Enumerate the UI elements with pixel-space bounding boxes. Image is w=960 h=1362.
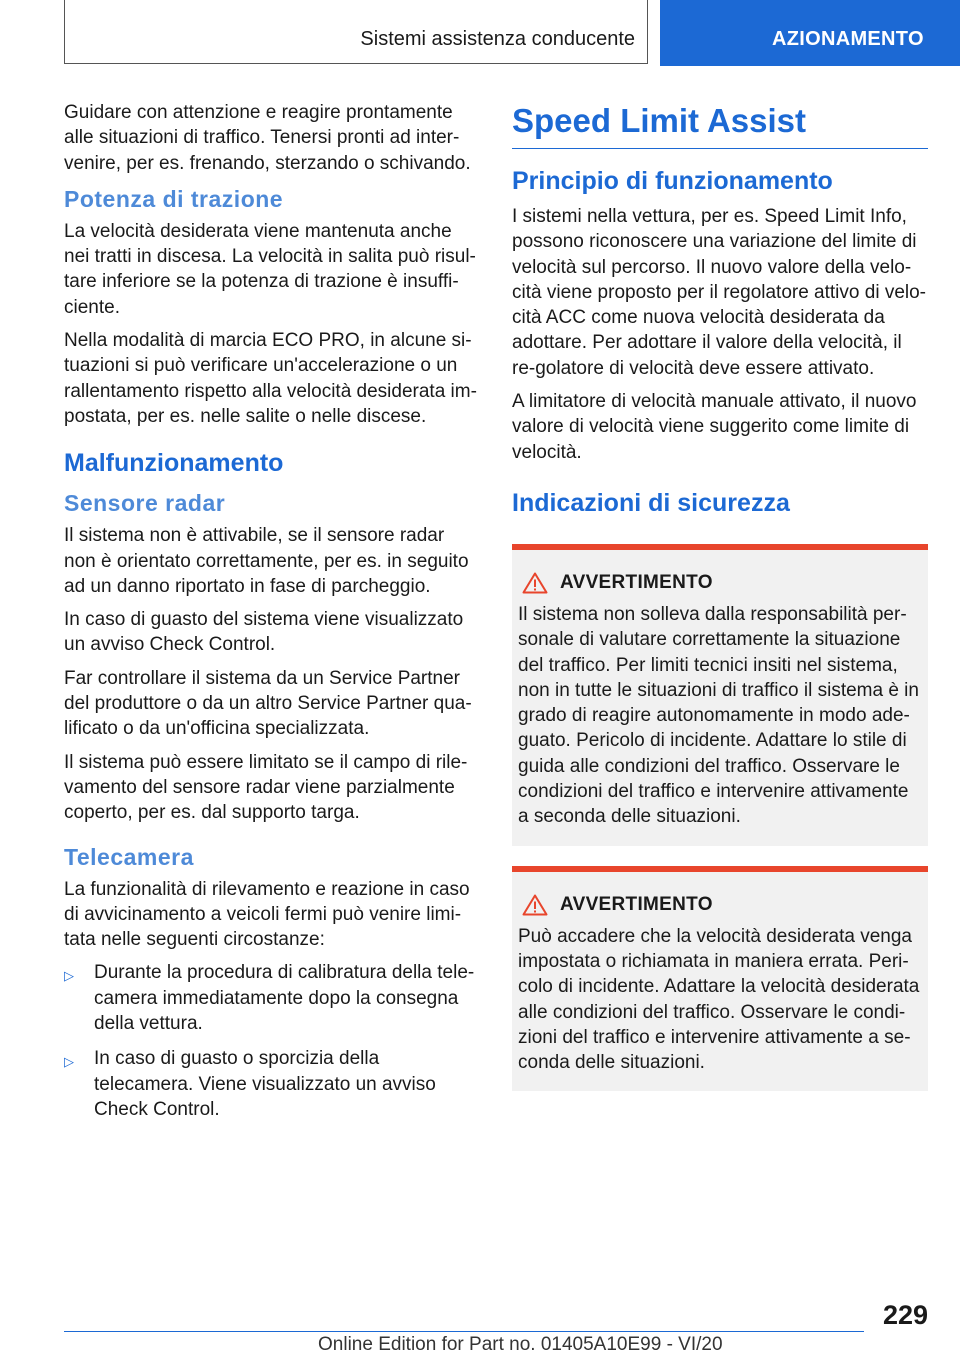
page-number: 229 xyxy=(882,1300,928,1330)
warning-box-1 xyxy=(512,544,928,846)
radar-paragraph-2: In caso di guasto del sistema viene visualizzato un avviso Check Control. xyxy=(64,609,464,656)
warning-text: Il sistema non solleva dalla responsabilità per-sonale di valutare correttamente la situazione del traffico. Per limiti tecnici insiti nel sistema, non in tutte le situazioni di traffico il sistema è in grado di reagire autonomamente in modo ade-guato. Pericolo di incidente. Adattare lo stile di guida alle condizioni del traffico. Osservare le condizioni del traffico e intervenire attivamente a seconda delle situazioni. xyxy=(518,603,919,828)
principio-paragraph-2: A limitatore di velocità manuale attivato, il nuovo valore di velocità viene suggerito come limite di velocità. xyxy=(512,391,917,463)
header-section-title: Sistemi assistenza conducente xyxy=(360,28,635,50)
warning-triangle-icon xyxy=(522,572,548,594)
heading-speed-limit-assist: Speed Limit Assist xyxy=(512,102,928,149)
warning-text: Può accadere che la velocità desiderata venga impostata o richiamata in maniera errata. Peri-colo di incidente. Adattare la velocità desiderata alle condizioni del traffico. Osservare le condi-zioni del traffico e intervenire attivamente a se-conda delle situazioni. xyxy=(518,925,920,1074)
camera-paragraph-1: La funzionalità di rilevamento e reazione in caso di avvicinamento a veicoli fermi può venire limi-tata nelle seguenti circostanze: xyxy=(64,878,470,951)
right-column xyxy=(512,100,928,1109)
bullet-text: Durante la procedura di calibratura della tele-camera immediatamente dopo la consegna della vettura. xyxy=(94,962,475,1035)
warning-triangle-icon xyxy=(522,894,548,916)
header-chapter-label: AZIONAMENTO xyxy=(772,28,924,50)
heading-telecamera: Telecamera xyxy=(64,843,194,870)
radar-paragraph-4: Il sistema può essere limitato se il campo di rile-vamento del sensore radar viene parzialmente coperto, per es. dal supporto targa. xyxy=(64,751,468,824)
header-section-box xyxy=(64,0,648,64)
potenza-paragraph-2: Nella modalità di marcia ECO PRO, in alcune si-tuazioni si può verificare un'accelerazione o un rallentamento rispetto alla velocità desiderata im-postata, per es. nelle salite o nelle discese. xyxy=(64,330,477,427)
warning-header xyxy=(518,572,922,594)
heading-sensore-radar: Sensore radar xyxy=(64,490,226,517)
heading-malfunzionamento: Malfunzionamento xyxy=(64,449,284,478)
triangle-right-icon: ▷ xyxy=(64,968,74,984)
warning-header xyxy=(518,894,922,916)
header-chapter-tab xyxy=(660,0,960,66)
list-item xyxy=(64,960,478,1036)
heading-sicurezza: Indicazioni di sicurezza xyxy=(512,488,790,517)
heading-principio: Principio di funzionamento xyxy=(512,167,833,195)
triangle-right-icon: ▷ xyxy=(64,1054,74,1070)
intro-paragraph: Guidare con attenzione e reagire prontamente alle situazioni di traffico. Tenersi pronti ad inter-venire, per es. frenando, sterzando o schivando. xyxy=(64,102,471,174)
heading-potenza-trazione: Potenza di trazione xyxy=(64,185,284,212)
radar-paragraph-1: Il sistema non è attivabile, se il sensore radar non è orientato correttamente, per es. in seguito ad un danno riportato in fase di parcheggio. xyxy=(64,525,469,597)
potenza-paragraph-1: La velocità desiderata viene mantenuta anche nei tratti in discesa. La velocità in salita può risul-tare inferiore se la potenza di trazione è insuffi-ciente. xyxy=(64,220,476,318)
footer-edition: Online Edition for Part no. 01405A10E99 - VI/20 xyxy=(318,1334,723,1355)
principio-paragraph-1: I sistemi nella vettura, per es. Speed Limit Info, possono riconoscere una variazione del limite di velocità sul percorso. Il nuovo valore della velo-cità viene proposto per il regolatore attivo di velo-cità ACC come nuova velocità desiderata da adottare. Per adottare il valore della velocità, il re-golatore di velocità deve essere attivato. xyxy=(512,206,927,379)
warning-label: AVVERTIMENTO xyxy=(560,893,713,915)
warning-box-2 xyxy=(512,866,928,1092)
left-column xyxy=(64,100,478,1132)
warning-label: AVVERTIMENTO xyxy=(560,571,713,593)
bullet-text: In caso di guasto o sporcizia della telecamera. Viene visualizzato un avviso Check Control. xyxy=(94,1048,436,1120)
radar-paragraph-3: Far controllare il sistema da un Service Partner del produttore o da un altro Service Partner qua-lificato o da un'officina specializzata. xyxy=(64,667,472,740)
footer-divider xyxy=(64,1331,864,1332)
list-item xyxy=(64,1046,478,1122)
